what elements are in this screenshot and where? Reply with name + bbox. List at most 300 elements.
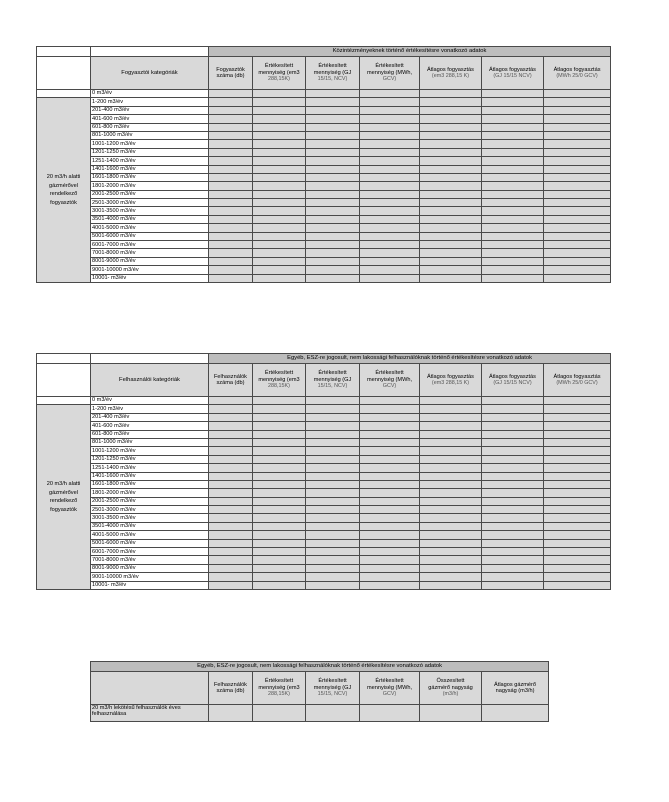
data-cell[interactable] — [306, 531, 360, 539]
data-cell[interactable] — [360, 173, 420, 181]
data-cell[interactable] — [544, 249, 611, 257]
data-cell[interactable] — [306, 131, 360, 139]
data-cell[interactable] — [253, 232, 306, 240]
data-cell[interactable] — [253, 522, 306, 530]
data-cell[interactable] — [544, 140, 611, 148]
data-cell[interactable] — [544, 148, 611, 156]
data-cell[interactable] — [482, 522, 544, 530]
data-cell[interactable] — [360, 397, 420, 405]
data-cell[interactable] — [306, 430, 360, 438]
data-cell[interactable] — [482, 165, 544, 173]
data-cell[interactable] — [482, 539, 544, 547]
data-cell[interactable] — [420, 257, 482, 265]
data-cell[interactable] — [544, 573, 611, 581]
data-cell[interactable] — [253, 497, 306, 505]
data-cell[interactable] — [253, 148, 306, 156]
data-cell[interactable] — [306, 506, 360, 514]
data-cell[interactable] — [306, 140, 360, 148]
data-cell[interactable] — [209, 480, 253, 488]
data-cell[interactable] — [482, 397, 544, 405]
data-cell[interactable] — [253, 573, 306, 581]
data-cell[interactable] — [482, 140, 544, 148]
data-cell[interactable] — [544, 564, 611, 572]
data-cell[interactable] — [544, 405, 611, 413]
data-cell[interactable] — [544, 98, 611, 106]
data-cell[interactable] — [420, 115, 482, 123]
data-cell[interactable] — [306, 480, 360, 488]
data-cell[interactable] — [420, 241, 482, 249]
data-cell[interactable] — [544, 115, 611, 123]
data-cell[interactable] — [253, 405, 306, 413]
data-cell[interactable] — [360, 506, 420, 514]
data-cell[interactable] — [253, 705, 306, 722]
data-cell[interactable] — [544, 266, 611, 274]
data-cell[interactable] — [360, 413, 420, 421]
data-cell[interactable] — [253, 224, 306, 232]
data-cell[interactable] — [482, 564, 544, 572]
data-cell[interactable] — [544, 489, 611, 497]
data-cell[interactable] — [209, 447, 253, 455]
data-cell[interactable] — [209, 531, 253, 539]
data-cell[interactable] — [420, 173, 482, 181]
data-cell[interactable] — [482, 157, 544, 165]
data-cell[interactable] — [209, 257, 253, 265]
data-cell[interactable] — [544, 190, 611, 198]
data-cell[interactable] — [209, 438, 253, 446]
data-cell[interactable] — [253, 438, 306, 446]
data-cell[interactable] — [360, 266, 420, 274]
data-cell[interactable] — [209, 573, 253, 581]
data-cell[interactable] — [253, 106, 306, 114]
data-cell[interactable] — [306, 455, 360, 463]
data-cell[interactable] — [209, 506, 253, 514]
data-cell[interactable] — [209, 190, 253, 198]
data-cell[interactable] — [360, 123, 420, 131]
data-cell[interactable] — [544, 581, 611, 589]
data-cell[interactable] — [482, 556, 544, 564]
data-cell[interactable] — [360, 199, 420, 207]
data-cell[interactable] — [253, 115, 306, 123]
data-cell[interactable] — [209, 564, 253, 572]
data-cell[interactable] — [306, 413, 360, 421]
data-cell[interactable] — [482, 480, 544, 488]
data-cell[interactable] — [482, 148, 544, 156]
data-cell[interactable] — [482, 266, 544, 274]
data-cell[interactable] — [420, 556, 482, 564]
data-cell[interactable] — [420, 148, 482, 156]
data-cell[interactable] — [360, 207, 420, 215]
data-cell[interactable] — [306, 165, 360, 173]
data-cell[interactable] — [209, 140, 253, 148]
data-cell[interactable] — [420, 480, 482, 488]
data-cell[interactable] — [360, 405, 420, 413]
data-cell[interactable] — [306, 705, 360, 722]
data-cell[interactable] — [360, 106, 420, 114]
data-cell[interactable] — [306, 472, 360, 480]
data-cell[interactable] — [306, 157, 360, 165]
data-cell[interactable] — [360, 472, 420, 480]
data-cell[interactable] — [420, 548, 482, 556]
data-cell[interactable] — [306, 274, 360, 282]
data-cell[interactable] — [306, 438, 360, 446]
data-cell[interactable] — [544, 215, 611, 223]
data-cell[interactable] — [360, 438, 420, 446]
data-cell[interactable] — [420, 207, 482, 215]
data-cell[interactable] — [544, 106, 611, 114]
data-cell[interactable] — [306, 556, 360, 564]
data-cell[interactable] — [209, 464, 253, 472]
data-cell[interactable] — [360, 514, 420, 522]
data-cell[interactable] — [253, 455, 306, 463]
data-cell[interactable] — [544, 548, 611, 556]
data-cell[interactable] — [482, 422, 544, 430]
data-cell[interactable] — [420, 413, 482, 421]
data-cell[interactable] — [482, 98, 544, 106]
data-cell[interactable] — [420, 489, 482, 497]
data-cell[interactable] — [482, 215, 544, 223]
data-cell[interactable] — [360, 447, 420, 455]
data-cell[interactable] — [482, 257, 544, 265]
data-cell[interactable] — [360, 539, 420, 547]
data-cell[interactable] — [306, 90, 360, 98]
data-cell[interactable] — [306, 539, 360, 547]
data-cell[interactable] — [360, 422, 420, 430]
data-cell[interactable] — [482, 207, 544, 215]
data-cell[interactable] — [209, 556, 253, 564]
data-cell[interactable] — [420, 564, 482, 572]
data-cell[interactable] — [306, 199, 360, 207]
data-cell[interactable] — [306, 190, 360, 198]
data-cell[interactable] — [209, 123, 253, 131]
data-cell[interactable] — [209, 489, 253, 497]
data-cell[interactable] — [420, 430, 482, 438]
data-cell[interactable] — [253, 173, 306, 181]
data-cell[interactable] — [420, 224, 482, 232]
data-cell[interactable] — [306, 115, 360, 123]
data-cell[interactable] — [482, 190, 544, 198]
data-cell[interactable] — [253, 215, 306, 223]
data-cell[interactable] — [482, 405, 544, 413]
data-cell[interactable] — [544, 464, 611, 472]
data-cell[interactable] — [360, 98, 420, 106]
data-cell[interactable] — [360, 115, 420, 123]
data-cell[interactable] — [482, 123, 544, 131]
data-cell[interactable] — [306, 148, 360, 156]
data-cell[interactable] — [209, 455, 253, 463]
data-cell[interactable] — [253, 464, 306, 472]
data-cell[interactable] — [306, 173, 360, 181]
data-cell[interactable] — [209, 165, 253, 173]
data-cell[interactable] — [209, 148, 253, 156]
data-cell[interactable] — [360, 556, 420, 564]
data-cell[interactable] — [360, 90, 420, 98]
data-cell[interactable] — [544, 413, 611, 421]
data-cell[interactable] — [306, 581, 360, 589]
data-cell[interactable] — [420, 249, 482, 257]
data-cell[interactable] — [209, 397, 253, 405]
data-cell[interactable] — [253, 422, 306, 430]
data-cell[interactable] — [209, 182, 253, 190]
data-cell[interactable] — [253, 564, 306, 572]
data-cell[interactable] — [209, 131, 253, 139]
data-cell[interactable] — [209, 413, 253, 421]
data-cell[interactable] — [482, 705, 549, 722]
data-cell[interactable] — [544, 131, 611, 139]
data-cell[interactable] — [253, 472, 306, 480]
data-cell[interactable] — [209, 522, 253, 530]
data-cell[interactable] — [209, 430, 253, 438]
data-cell[interactable] — [420, 531, 482, 539]
data-cell[interactable] — [482, 115, 544, 123]
data-cell[interactable] — [544, 173, 611, 181]
data-cell[interactable] — [306, 497, 360, 505]
data-cell[interactable] — [306, 514, 360, 522]
data-cell[interactable] — [420, 182, 482, 190]
data-cell[interactable] — [544, 224, 611, 232]
data-cell[interactable] — [544, 182, 611, 190]
data-cell[interactable] — [544, 556, 611, 564]
data-cell[interactable] — [253, 131, 306, 139]
data-cell[interactable] — [360, 573, 420, 581]
data-cell[interactable] — [209, 241, 253, 249]
data-cell[interactable] — [306, 123, 360, 131]
data-cell[interactable] — [482, 241, 544, 249]
data-cell[interactable] — [360, 148, 420, 156]
data-cell[interactable] — [482, 438, 544, 446]
data-cell[interactable] — [360, 131, 420, 139]
data-cell[interactable] — [209, 497, 253, 505]
data-cell[interactable] — [482, 573, 544, 581]
data-cell[interactable] — [544, 232, 611, 240]
data-cell[interactable] — [420, 422, 482, 430]
data-cell[interactable] — [544, 514, 611, 522]
data-cell[interactable] — [360, 564, 420, 572]
data-cell[interactable] — [420, 157, 482, 165]
data-cell[interactable] — [420, 397, 482, 405]
data-cell[interactable] — [253, 430, 306, 438]
data-cell[interactable] — [209, 90, 253, 98]
data-cell[interactable] — [360, 705, 420, 722]
data-cell[interactable] — [420, 199, 482, 207]
data-cell[interactable] — [420, 106, 482, 114]
data-cell[interactable] — [360, 274, 420, 282]
data-cell[interactable] — [544, 455, 611, 463]
data-cell[interactable] — [360, 497, 420, 505]
data-cell[interactable] — [209, 215, 253, 223]
data-cell[interactable] — [420, 140, 482, 148]
data-cell[interactable] — [306, 447, 360, 455]
data-cell[interactable] — [306, 224, 360, 232]
data-cell[interactable] — [360, 232, 420, 240]
data-cell[interactable] — [420, 539, 482, 547]
data-cell[interactable] — [482, 506, 544, 514]
data-cell[interactable] — [209, 422, 253, 430]
data-cell[interactable] — [544, 531, 611, 539]
data-cell[interactable] — [209, 539, 253, 547]
data-cell[interactable] — [209, 115, 253, 123]
data-cell[interactable] — [209, 173, 253, 181]
data-cell[interactable] — [360, 224, 420, 232]
data-cell[interactable] — [209, 199, 253, 207]
data-cell[interactable] — [253, 190, 306, 198]
data-cell[interactable] — [209, 514, 253, 522]
data-cell[interactable] — [209, 266, 253, 274]
data-cell[interactable] — [482, 173, 544, 181]
data-cell[interactable] — [209, 705, 253, 722]
data-cell[interactable] — [482, 249, 544, 257]
data-cell[interactable] — [253, 531, 306, 539]
data-cell[interactable] — [306, 489, 360, 497]
data-cell[interactable] — [544, 157, 611, 165]
data-cell[interactable] — [544, 506, 611, 514]
data-cell[interactable] — [209, 207, 253, 215]
data-cell[interactable] — [360, 489, 420, 497]
data-cell[interactable] — [360, 157, 420, 165]
data-cell[interactable] — [253, 157, 306, 165]
data-cell[interactable] — [360, 140, 420, 148]
data-cell[interactable] — [544, 522, 611, 530]
data-cell[interactable] — [306, 464, 360, 472]
data-cell[interactable] — [544, 539, 611, 547]
data-cell[interactable] — [420, 514, 482, 522]
data-cell[interactable] — [482, 182, 544, 190]
data-cell[interactable] — [253, 506, 306, 514]
data-cell[interactable] — [544, 438, 611, 446]
data-cell[interactable] — [209, 157, 253, 165]
data-cell[interactable] — [482, 232, 544, 240]
data-cell[interactable] — [420, 90, 482, 98]
data-cell[interactable] — [253, 274, 306, 282]
data-cell[interactable] — [306, 182, 360, 190]
data-cell[interactable] — [360, 455, 420, 463]
data-cell[interactable] — [482, 581, 544, 589]
data-cell[interactable] — [209, 405, 253, 413]
data-cell[interactable] — [482, 548, 544, 556]
data-cell[interactable] — [482, 489, 544, 497]
data-cell[interactable] — [420, 581, 482, 589]
data-cell[interactable] — [544, 422, 611, 430]
data-cell[interactable] — [306, 257, 360, 265]
data-cell[interactable] — [420, 190, 482, 198]
data-cell[interactable] — [482, 531, 544, 539]
data-cell[interactable] — [253, 539, 306, 547]
data-cell[interactable] — [420, 215, 482, 223]
data-cell[interactable] — [420, 522, 482, 530]
data-cell[interactable] — [544, 199, 611, 207]
data-cell[interactable] — [306, 106, 360, 114]
data-cell[interactable] — [420, 447, 482, 455]
data-cell[interactable] — [420, 165, 482, 173]
data-cell[interactable] — [544, 123, 611, 131]
data-cell[interactable] — [482, 464, 544, 472]
data-cell[interactable] — [253, 556, 306, 564]
data-cell[interactable] — [209, 274, 253, 282]
data-cell[interactable] — [306, 98, 360, 106]
data-cell[interactable] — [360, 464, 420, 472]
data-cell[interactable] — [420, 464, 482, 472]
data-cell[interactable] — [544, 207, 611, 215]
data-cell[interactable] — [209, 249, 253, 257]
data-cell[interactable] — [420, 455, 482, 463]
data-cell[interactable] — [306, 548, 360, 556]
data-cell[interactable] — [544, 241, 611, 249]
data-cell[interactable] — [253, 199, 306, 207]
data-cell[interactable] — [482, 106, 544, 114]
data-cell[interactable] — [482, 90, 544, 98]
data-cell[interactable] — [253, 266, 306, 274]
data-cell[interactable] — [253, 257, 306, 265]
data-cell[interactable] — [420, 266, 482, 274]
data-cell[interactable] — [306, 207, 360, 215]
data-cell[interactable] — [482, 455, 544, 463]
data-cell[interactable] — [482, 224, 544, 232]
data-cell[interactable] — [209, 581, 253, 589]
data-cell[interactable] — [209, 224, 253, 232]
data-cell[interactable] — [306, 564, 360, 572]
data-cell[interactable] — [253, 165, 306, 173]
data-cell[interactable] — [253, 182, 306, 190]
data-cell[interactable] — [482, 514, 544, 522]
data-cell[interactable] — [482, 413, 544, 421]
data-cell[interactable] — [420, 497, 482, 505]
data-cell[interactable] — [420, 405, 482, 413]
data-cell[interactable] — [544, 497, 611, 505]
data-cell[interactable] — [253, 447, 306, 455]
data-cell[interactable] — [420, 506, 482, 514]
data-cell[interactable] — [253, 413, 306, 421]
data-cell[interactable] — [360, 581, 420, 589]
data-cell[interactable] — [253, 489, 306, 497]
data-cell[interactable] — [544, 472, 611, 480]
data-cell[interactable] — [306, 215, 360, 223]
data-cell[interactable] — [360, 249, 420, 257]
data-cell[interactable] — [544, 274, 611, 282]
data-cell[interactable] — [420, 573, 482, 581]
data-cell[interactable] — [253, 397, 306, 405]
data-cell[interactable] — [360, 531, 420, 539]
data-cell[interactable] — [209, 106, 253, 114]
data-cell[interactable] — [209, 548, 253, 556]
data-cell[interactable] — [420, 123, 482, 131]
data-cell[interactable] — [253, 207, 306, 215]
data-cell[interactable] — [544, 447, 611, 455]
data-cell[interactable] — [360, 182, 420, 190]
data-cell[interactable] — [482, 199, 544, 207]
data-cell[interactable] — [253, 140, 306, 148]
data-cell[interactable] — [482, 430, 544, 438]
data-cell[interactable] — [253, 249, 306, 257]
data-cell[interactable] — [420, 232, 482, 240]
data-cell[interactable] — [482, 131, 544, 139]
data-cell[interactable] — [253, 98, 306, 106]
data-cell[interactable] — [253, 123, 306, 131]
data-cell[interactable] — [360, 548, 420, 556]
data-cell[interactable] — [306, 266, 360, 274]
data-cell[interactable] — [306, 232, 360, 240]
data-cell[interactable] — [360, 165, 420, 173]
data-cell[interactable] — [544, 430, 611, 438]
data-cell[interactable] — [306, 422, 360, 430]
data-cell[interactable] — [306, 573, 360, 581]
data-cell[interactable] — [209, 98, 253, 106]
data-cell[interactable] — [420, 131, 482, 139]
data-cell[interactable] — [544, 397, 611, 405]
data-cell[interactable] — [420, 98, 482, 106]
data-cell[interactable] — [306, 522, 360, 530]
data-cell[interactable] — [360, 215, 420, 223]
data-cell[interactable] — [209, 232, 253, 240]
data-cell[interactable] — [253, 514, 306, 522]
